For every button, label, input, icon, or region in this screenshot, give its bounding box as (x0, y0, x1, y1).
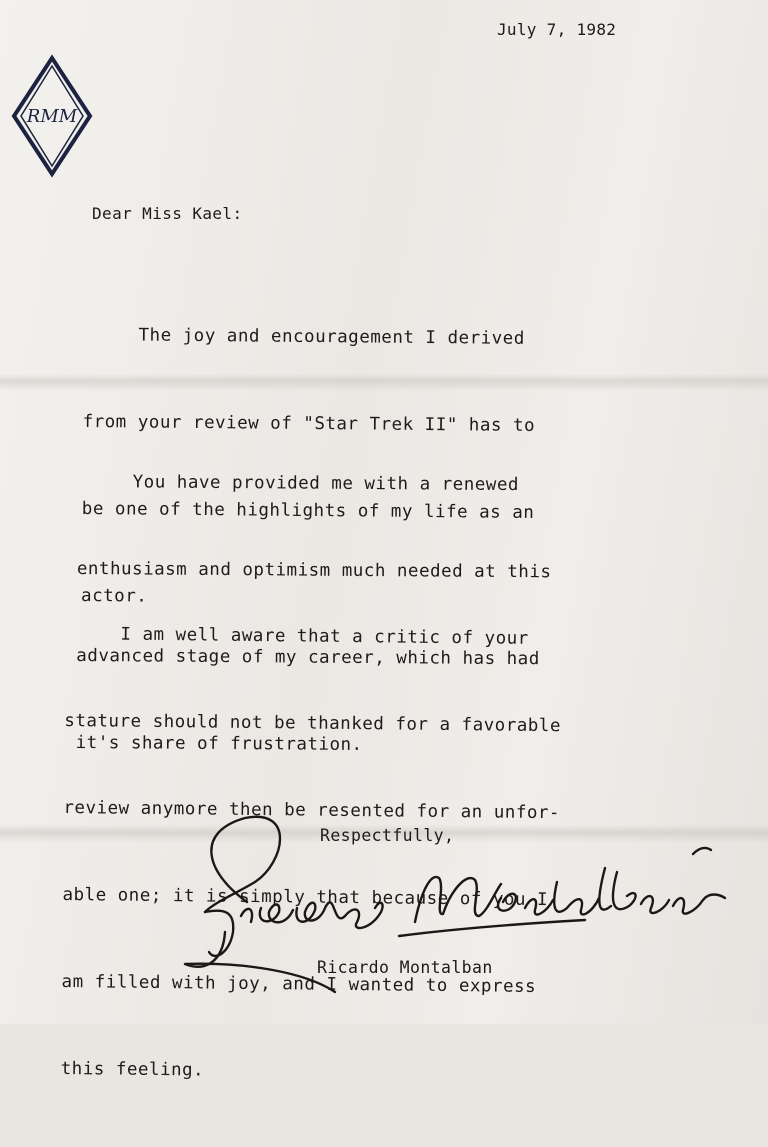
paragraph-line: from your review of "Star Trek II" has to (82, 411, 536, 436)
letter-date: July 7, 1982 (497, 20, 617, 39)
typed-signature-name: Ricardo Montalban (317, 958, 493, 977)
paragraph-line: You have provided me with a renewed (77, 471, 519, 496)
paragraph-line: this feeling. (60, 1058, 205, 1081)
paragraph-line: enthusiasm and optimism much needed at this (76, 558, 552, 583)
paragraph-line: am filled with joy, and I wanted to express (61, 971, 537, 997)
paragraph-line: stature should not be thanked for a favorable (64, 710, 562, 737)
paragraph-line: advanced stage of my career, which has had (76, 645, 540, 670)
closing: Respectfully, (320, 826, 455, 845)
salutation: Dear Miss Kael: (92, 204, 243, 223)
paragraph-line: review anymore then be resented for an unfor- (63, 797, 561, 824)
paragraph-line: The joy and encouragement I derived (83, 324, 525, 349)
monogram-letters: RMM (26, 106, 78, 127)
paragraph-line: I am well aware that a critic of your (65, 623, 529, 649)
paragraph-line: be one of the highlights of my life as an (81, 498, 535, 523)
paragraph-line: actor. (81, 585, 148, 607)
paragraph-line: able one; it is simply that because of you I (62, 884, 549, 911)
rmm-monogram-logo (12, 56, 92, 176)
paragraph-line: it's share of frustration. (75, 732, 363, 755)
